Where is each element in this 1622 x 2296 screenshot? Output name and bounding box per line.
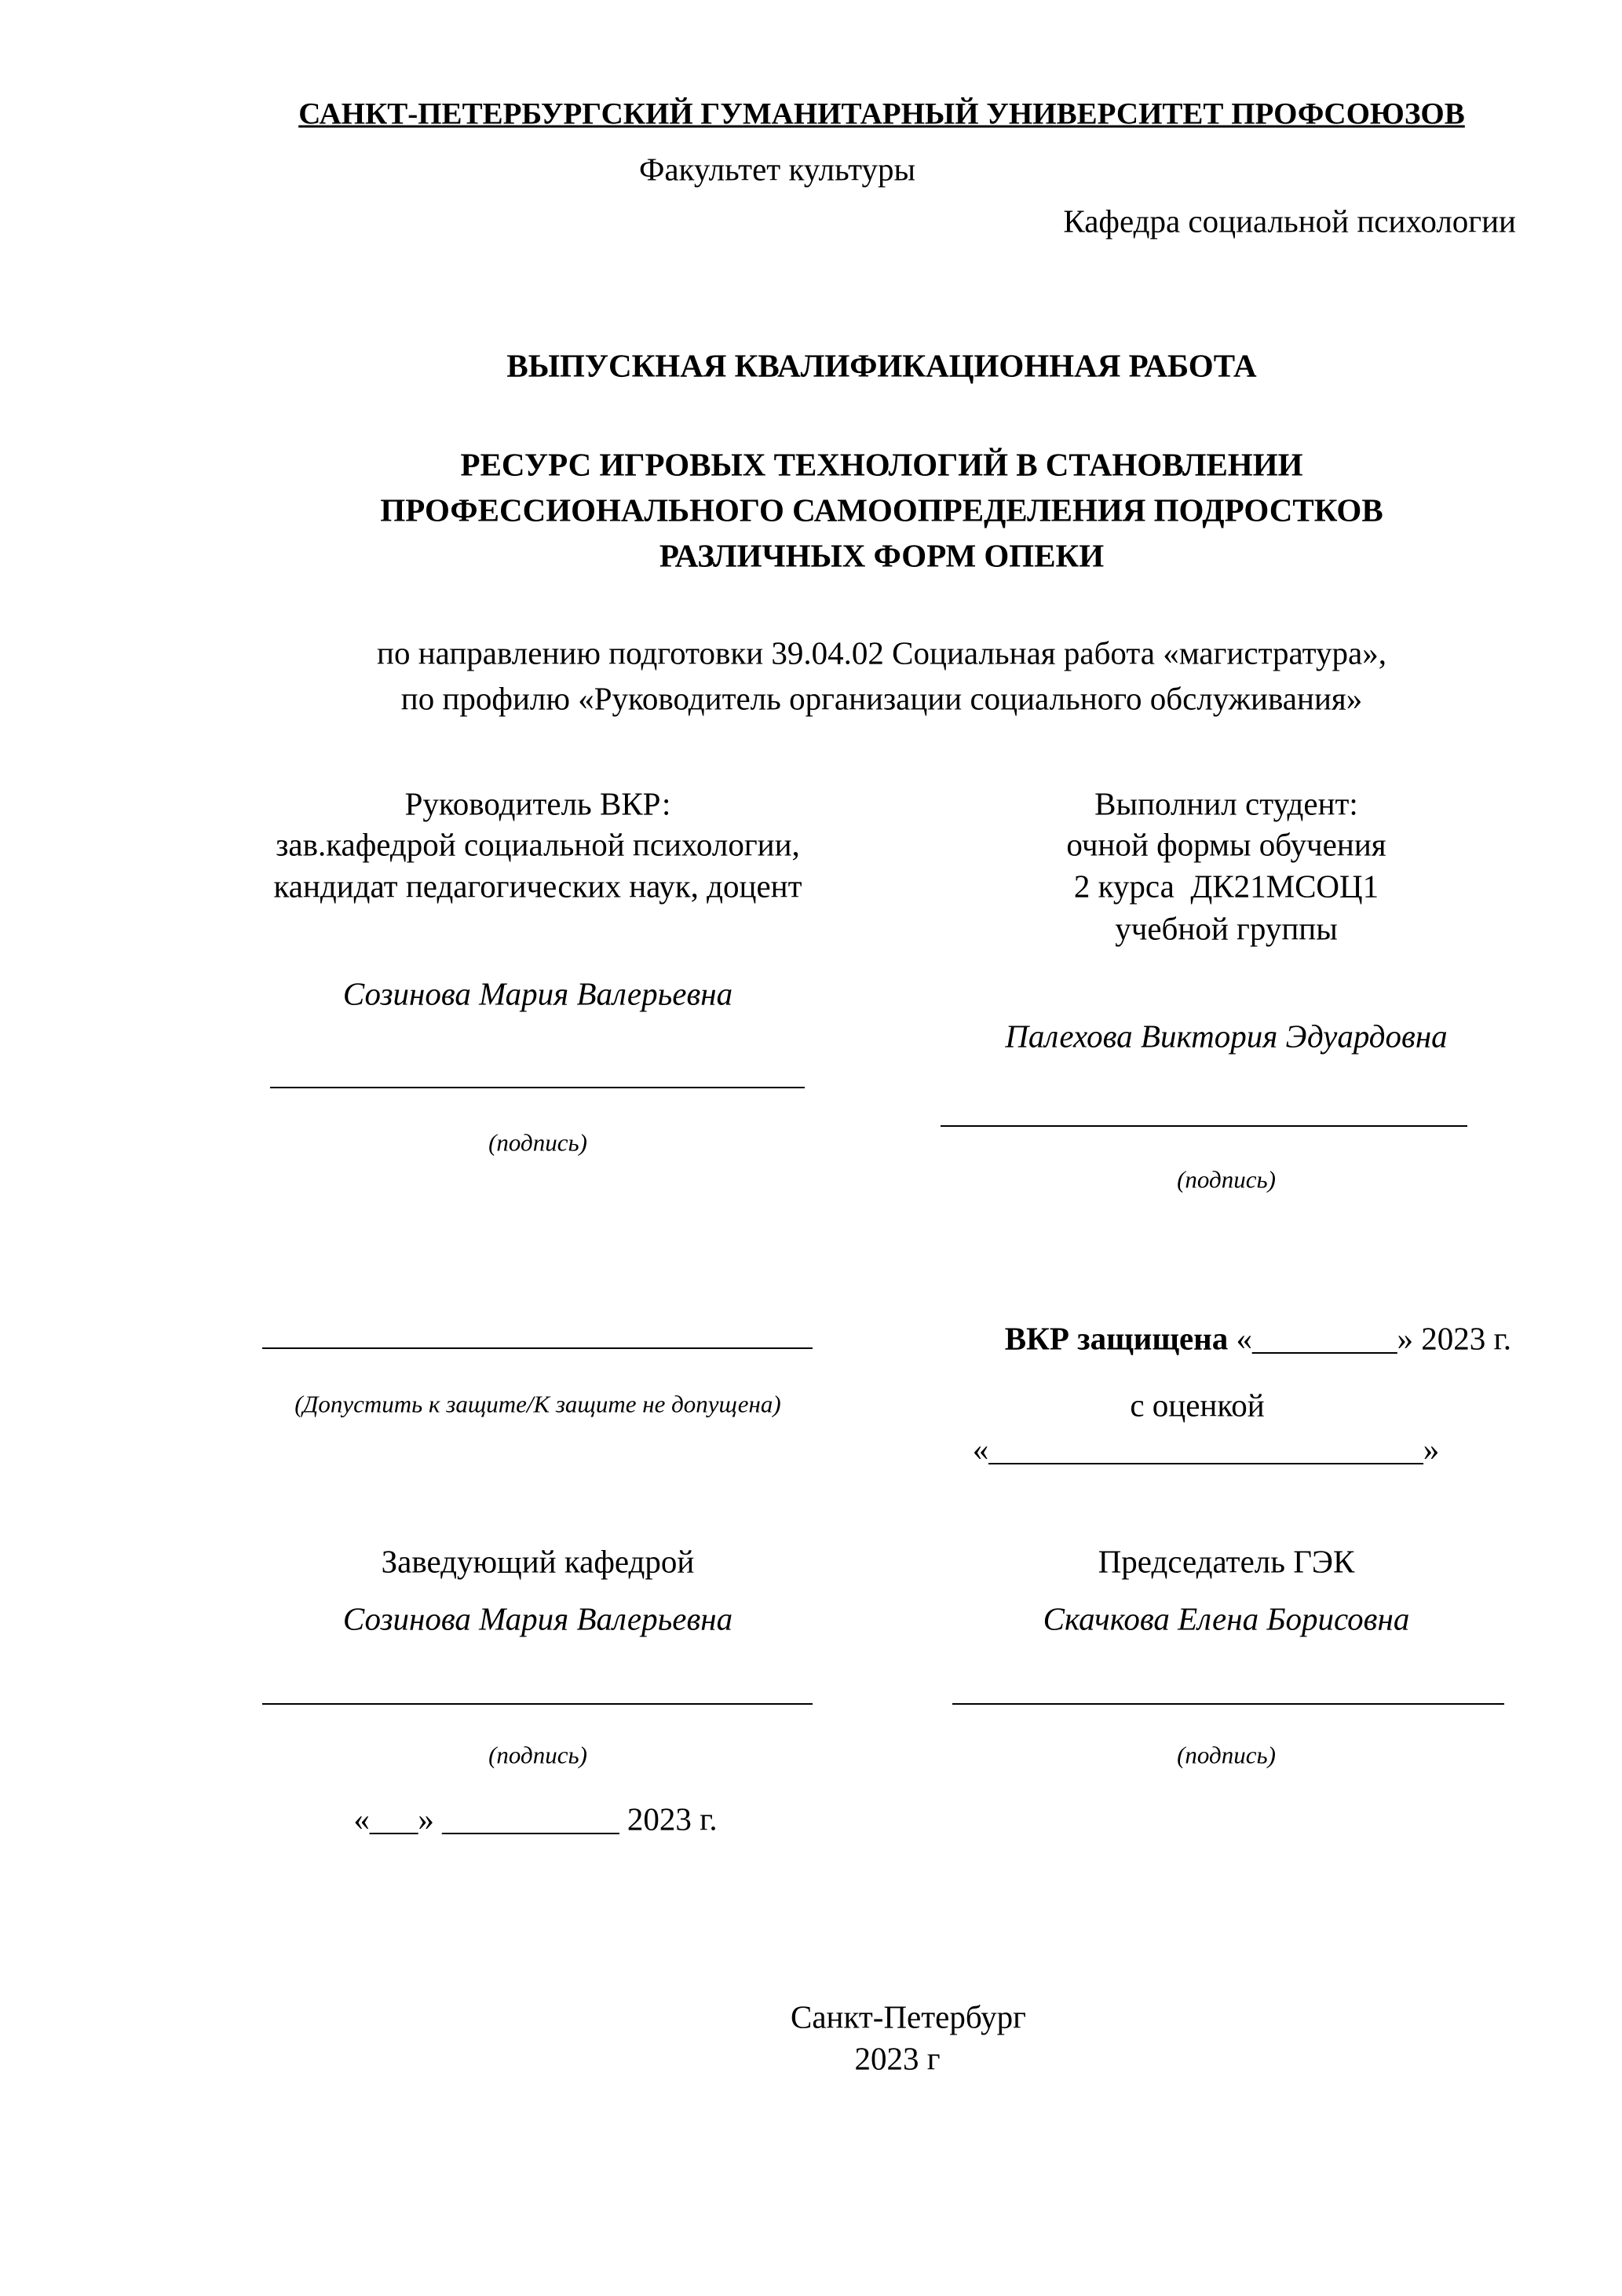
grade-label: с оценкой [1130,1387,1265,1424]
footer-city: Санкт-Петербург [791,1998,1026,2035]
supervisor-name: Созинова Мария Валерьевна [342,975,733,1012]
grade-blank: «___________________________» [972,1431,1440,1468]
student-line-4: учебной группы [1115,910,1338,947]
gek-name: Скачкова Елена Борисовна [1043,1600,1410,1637]
footer-year: 2023 г [854,2040,941,2077]
university-name: САНКТ-ПЕТЕРБУРГСКИЙ ГУМАНИТАРНЫЙ УНИВЕРСИТЕТ ПРОФСОЮЗОВ [298,97,1465,131]
supervisor-signature-label: (подпись) [488,1128,587,1157]
student-line-2: очной формы обучения [1066,826,1386,863]
head-date: «___» ___________ 2023 г. [353,1801,718,1837]
admission-line [262,1347,813,1349]
supervisor-line-3: кандидат педагогических наук, доцент [273,868,802,905]
gek-signature-line [952,1703,1504,1705]
head-name: Созинова Мария Валерьевна [342,1600,733,1637]
title-line-3: РАЗЛИЧНЫХ ФОРМ ОПЕКИ [659,537,1105,574]
student-signature-line [941,1125,1467,1127]
title-line-1: РЕСУРС ИГРОВЫХ ТЕХНОЛОГИЙ В СТАНОВЛЕНИИ [460,446,1303,483]
student-line-3: 2 курса ДК21МСОЦ1 [1073,868,1379,905]
work-type: ВЫПУСКНАЯ КВАЛИФИКАЦИОННАЯ РАБОТА [506,347,1257,384]
defense-label: ВКР защищена [1004,1320,1229,1357]
student-line-1: Выполнил студент: [1094,785,1358,822]
gek-signature-label: (подпись) [1177,1741,1276,1769]
admission-label: (Допустить к защите/К защите не допущена) [294,1390,781,1418]
faculty-name: Факультет культуры [638,151,916,188]
head-signature-label: (подпись) [488,1741,587,1769]
student-name: Палехова Виктория Эдуардовна [1005,1018,1448,1055]
defense-line [1004,1320,1511,1357]
supervisor-signature-line [270,1087,805,1088]
department-name: Кафедра социальной психологии [1063,203,1516,239]
student-signature-label: (подпись) [1177,1165,1276,1194]
title-line-2: ПРОФЕССИОНАЛЬНОГО САМООПРЕДЕЛЕНИЯ ПОДРОСТКОВ [380,492,1383,528]
gek-role: Председатель ГЭК [1098,1543,1355,1580]
defense-date: «_________» 2023 г. [1228,1320,1511,1357]
supervisor-line-1: Руководитель ВКР: [404,785,671,822]
head-role: Заведующий кафедрой [381,1543,695,1580]
supervisor-line-2: зав.кафедрой социальной психологии, [276,826,800,863]
direction-line-2: по профилю «Руководитель организации социального обслуживания» [400,680,1363,717]
head-signature-line [262,1703,813,1705]
direction-line-1: по направлению подготовки 39.04.02 Социальная работа «магистратура», [377,634,1386,671]
